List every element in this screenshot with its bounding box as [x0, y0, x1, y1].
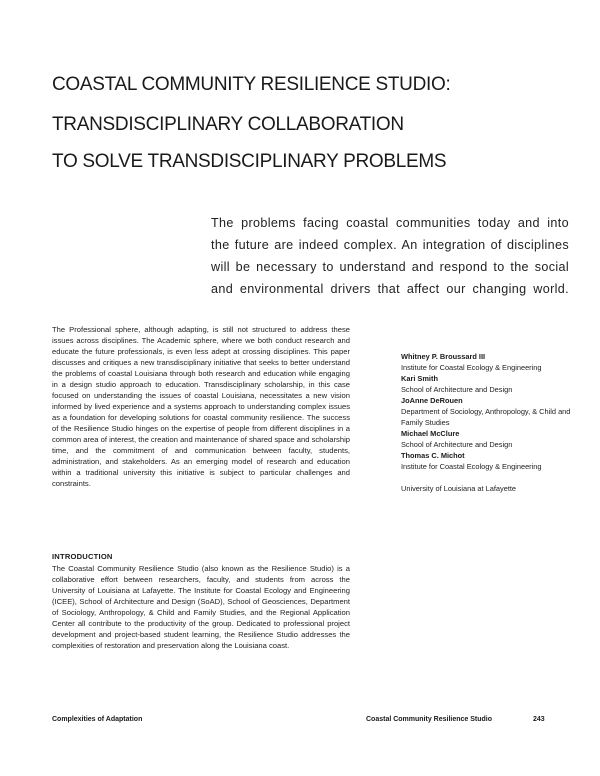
author-name: Thomas C. Michot — [401, 451, 465, 460]
introduction-heading: INTRODUCTION — [52, 552, 113, 561]
title-line-2: TRANSDISCIPLINARY COLLABORATION — [52, 114, 404, 135]
footer-paper-title: Coastal Community Resilience Studio — [366, 716, 493, 723]
university-name: University of Louisiana at Lafayette — [401, 484, 517, 493]
author-affiliation: School of Architecture and Design — [401, 385, 513, 394]
footer-section-title: Complexities of Adaptation — [52, 716, 143, 723]
author-name: Kari Smith — [401, 374, 438, 383]
lede-line-4: and environmental drivers that affect our changing world. — [211, 282, 569, 296]
title-line-3: TO SOLVE TRANSDISCIPLINARY PROBLEMS — [52, 151, 447, 172]
author-affiliation: School of Architecture and Design — [401, 440, 513, 449]
title-line-1: COASTAL COMMUNITY RESILIENCE STUDIO: — [52, 74, 451, 95]
author-affiliation: Department of Sociology, Anthropology, & Child and Family Studies — [401, 407, 571, 427]
abstract-paragraph: The Professional sphere, although adapting, is still not structured to address these issues across disciplines. The Academic sphere, where we both conduct research and educate the future professionals, is even less adept at crossing disciplines. This paper discusses and critiques a new transdisciplinary initiative that seeks to better understand the problems of coastal Louisiana through both research and education while engaging in a design studio approach to education. Transdisciplinary scholarship, in this case focused on understanding the issues of coastal Louisiana, necessitates a new vision informed by lived experience and a systems approach to understanding complex issues as a foundation for developing solutions for coastal community resilience. The success of the Resilience Studio hinges on the expertise of people from different disciplines in a common area of interest, the creation and maintenance of shared space and scholarship time, and the commitment of and communication between faculty, students, administration, and stakeholders. As an emerging model of research and education within a traditional university this initiative is subject to particular challenges and constraints. — [52, 325, 350, 488]
author-affiliation: Institute for Coastal Ecology & Engineering — [401, 462, 542, 471]
lede-line-1: The problems facing coastal communities today and into — [211, 216, 569, 230]
author-affiliation: Institute for Coastal Ecology & Engineering — [401, 363, 542, 372]
lede-line-3: will be necessary to understand and respond to the social — [211, 260, 569, 274]
author-name: Whitney P. Broussard III — [401, 352, 486, 361]
introduction-paragraph: The Coastal Community Resilience Studio (also known as the Resilience Studio) is a collaborative effort between researchers, faculty, and students from across the University of Louisiana at Lafayette. The Institute for Coastal Ecology and Engineering (ICEE), School of Architecture and Design (SoAD), School of Geosciences, Department of Sociology, Anthropology, & Child and Family Studies, and the Regional Application Center all contribute to the productivity of the group. Dedicated to professional project development and project-based student learning, the Resilience Studio addresses the complexities of restoration and preservation along the Louisiana coast. — [52, 564, 350, 650]
author-list — [401, 351, 571, 494]
lede-line-2: the future are indeed complex. An integration of disciplines — [211, 238, 569, 252]
page-number: 243 — [533, 716, 545, 723]
author-name: Michael McClure — [401, 429, 460, 438]
author-name: JoAnne DeRouen — [401, 396, 463, 405]
